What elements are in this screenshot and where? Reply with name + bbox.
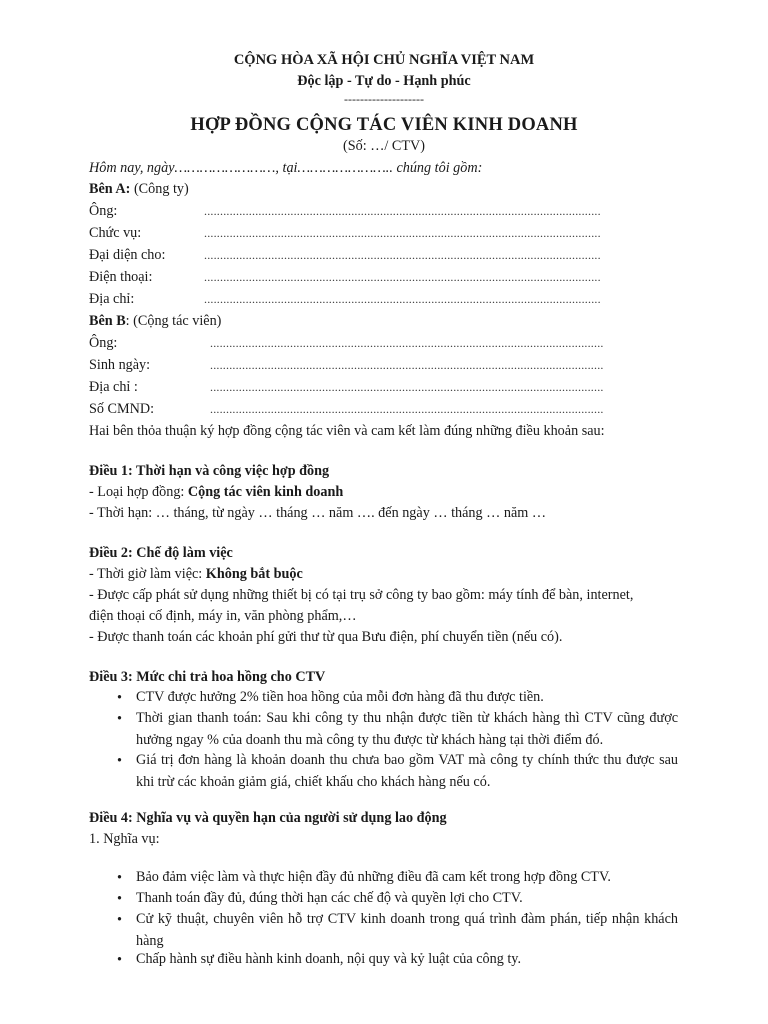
article-4-item-2: Thanh toán đầy đủ, đúng thời hạn các chế độ và quyền lợi cho CTV. [136,890,523,906]
article-3-title: Điều 3: Mức chi trả hoa hồng cho CTV [89,669,326,685]
article-2-equipment-1: - Được cấp phát sử dụng những thiết bị có tại trụ sở công ty bao gồm: máy tính để bàn, internet, [89,587,634,603]
header-separator: -------------------- [344,92,424,106]
article-1-term: - Thời hạn: … tháng, từ ngày … tháng … năm …. đến ngày … tháng … năm … [89,505,547,521]
party-a-field-represent: Đại diện cho: [89,247,166,263]
party-a-note: (Công ty) [130,181,189,197]
article-4-item-3: Cử kỹ thuật, chuyên viên hỗ trợ CTV kinh doanh trong quá trình đàm phán, tiếp nhận khách hàng [136,911,678,949]
party-b-note: : (Cộng tác viên) [125,313,222,329]
article-2-hours-value: Không bắt buộc [205,566,303,582]
party-a-field-position: Chức vụ: [89,225,142,241]
article-2-hours-label: - Thời giờ làm việc: [89,566,206,582]
article-4-item-1: Bảo đảm việc làm và thực hiện đầy đủ những điều đã cam kết trong hợp đồng CTV. [136,869,611,885]
party-b-id-blank[interactable]: ........................................................................................................................... [210,402,604,416]
party-a-phone-blank[interactable]: ............................................................................................................................ [204,270,601,284]
agreement-line: Hai bên thỏa thuận ký hợp đồng cộng tác viên và cam kết làm đúng những điều khoản sau: [89,423,605,439]
party-b-name-blank[interactable]: ........................................................................................................................... [210,336,604,350]
national-motto: Độc lập - Tự do - Hạnh phúc [297,73,471,89]
article-2-hours [89,565,303,583]
bullet-glyph: • [117,690,122,706]
article-2-payment: - Được thanh toán các khoản phí gửi thư từ qua Bưu điện, phí chuyển tiền (nếu có). [89,629,563,645]
party-b-field-address: Địa chỉ : [89,379,138,395]
contract-title: HỢP ĐỒNG CỘNG TÁC VIÊN KINH DOANH [190,115,578,135]
contract-number: (Số: …/ CTV) [343,138,425,154]
party-b-label: Bên B [89,313,126,329]
bullet-glyph: • [117,891,122,907]
article-1-type-value: Cộng tác viên kinh doanh [187,484,344,500]
party-b-heading [89,312,221,330]
bullet-glyph: • [117,952,122,968]
party-a-position-blank[interactable]: ............................................................................................................................ [204,226,601,240]
party-a-field-name: Ông: [89,203,118,219]
party-a-field-phone: Điện thoại: [89,269,153,285]
party-b-address-blank[interactable]: ........................................................................................................................... [210,380,604,394]
party-b-field-name: Ông: [89,335,118,351]
article-4-item-4: Chấp hành sự điều hành kinh doanh, nội quy và kỷ luật của công ty. [136,951,522,967]
article-1-title: Điều 1: Thời hạn và công việc hợp đồng [89,463,330,479]
article-1-type-label: - Loại hợp đồng: [89,484,188,500]
national-title: CỘNG HÒA XÃ HỘI CHỦ NGHĨA VIỆT NAM [233,52,535,68]
article-2-title: Điều 2: Chế độ làm việc [89,545,233,561]
article-1-type [89,483,343,501]
party-a-name-blank[interactable]: ............................................................................................................................ [204,204,601,218]
bullet-glyph: • [117,912,122,928]
bullet-glyph: • [117,870,122,886]
article-3-item-1: CTV được hưởng 2% tiền hoa hồng của mỗi đơn hàng đã thu được tiền. [136,689,544,705]
party-b-field-birthdate: Sinh ngày: [89,357,151,373]
party-a-represent-blank[interactable]: ............................................................................................................................ [204,248,601,262]
article-3-item-2: Thời gian thanh toán: Sau khi công ty thu nhận được tiền từ khách hàng thì CTV cũng được hưởng ngay % của doanh thu mà công ty thu được từ khách hàng tại thời điểm đó. [136,710,678,748]
party-a-heading [89,180,189,198]
intro-line: Hôm nay, ngày……………………, tại………………….. chúng tôi gồm: [89,160,483,176]
article-4-subheading: 1. Nghĩa vụ: [89,831,160,847]
party-a-label: Bên A: [89,181,131,197]
article-4-title: Điều 4: Nghĩa vụ và quyền hạn của người sử dụng lao động [89,810,447,826]
bullet-glyph: • [117,753,122,769]
party-b-birthdate-blank[interactable]: ........................................................................................................................... [210,358,604,372]
party-a-field-address: Địa chỉ: [89,291,135,307]
party-a-address-blank[interactable]: ............................................................................................................................ [204,292,601,306]
article-2-equipment-2: điện thoại cố định, máy in, văn phòng phẩm,… [89,608,357,624]
bullet-glyph: • [117,711,122,727]
party-b-field-id: Số CMND: [89,401,155,417]
article-3-item-3: Giá trị đơn hàng là khoản doanh thu chưa bao gồm VAT mà công ty chính thức thu được sau khi trừ các khoản giảm giá, chiết khấu cho khách hàng nếu có. [136,752,678,790]
